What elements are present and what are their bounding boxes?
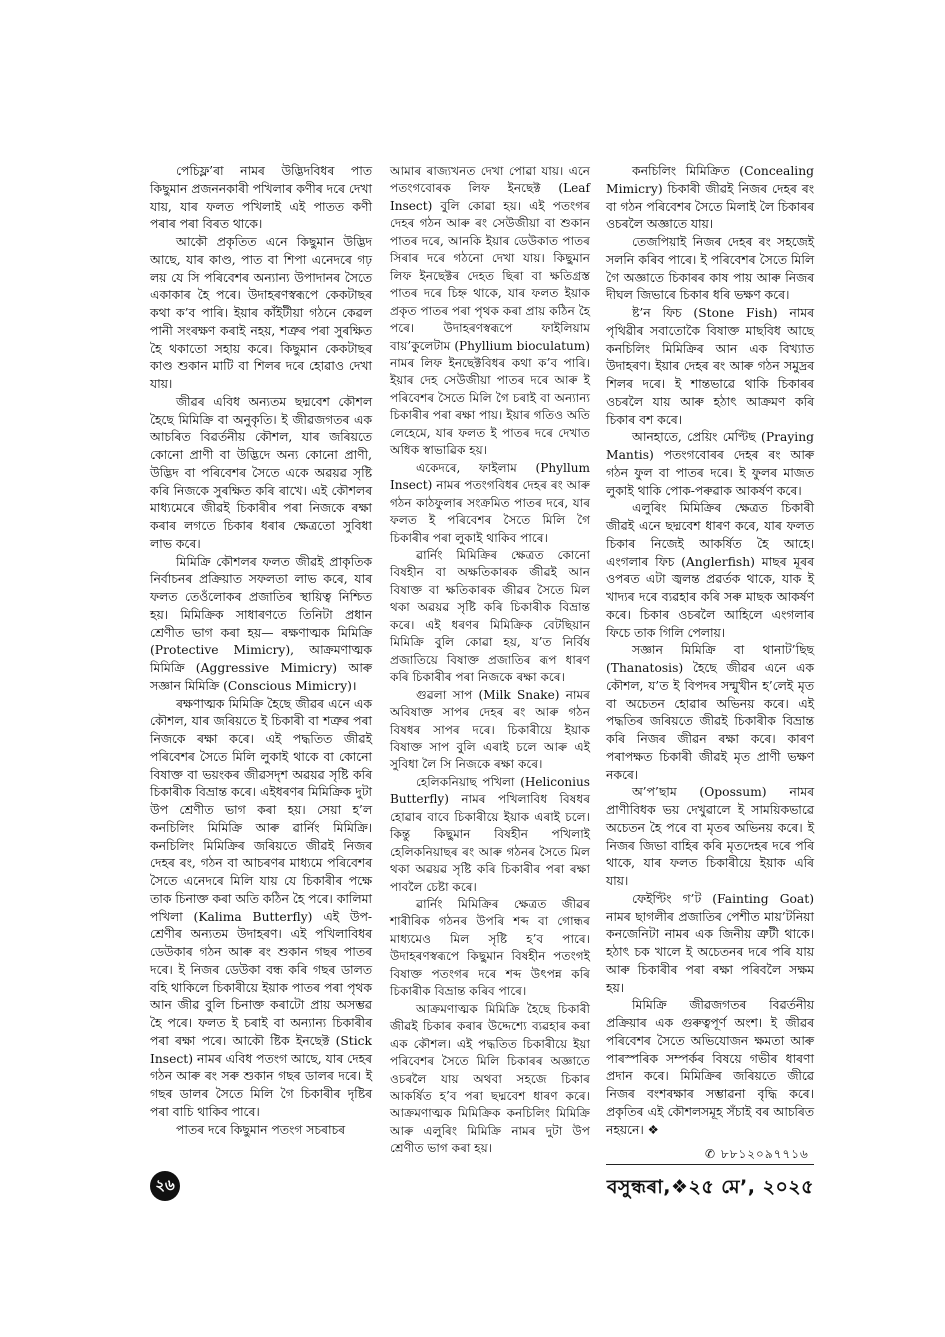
paragraph: কনচিলিং মিমিক্ৰিত (Concealing Mimicry) চিকাৰী জীৱই নিজৰ দেহৰ ৰং বা গঠন পৰিবেশৰ সৈতে মিলাই লৈ চিকাৰৰ ওচৰলৈ অজ্ঞাতে যায়। bbox=[606, 164, 814, 232]
paragraph: মিমিক্ৰি জীৱজগতৰ বিৱৰ্তনীয় প্ৰক্ৰিয়াৰ এক গুৰুত্বপূৰ্ণ অংশ। ই জীৱৰ পৰিবেশৰ সৈতে অভিযোজন ক্ষমতা আৰু পাৰস্পৰিক সম্পৰ্কৰ বিষয়ে গভীৰ ধাৰণা প্ৰদান কৰে। মিমিক্ৰিৰ জৰিয়তে জীৱে নিজৰ বংশৰক্ষাৰ সম্ভাৱনা বৃদ্ধি কৰে। প্ৰকৃতিৰ এই কৌশলসমূহ সঁচাই বৰ আচৰিত নহয়নে। ❖ bbox=[606, 998, 814, 1137]
paragraph: তেজপিয়াই নিজৰ দেহৰ ৰং সহজেই সলনি কৰিব পাৰে। ই পৰিবেশৰ সৈতে মিলি গৈ অজ্ঞাতে চিকাৰৰ কাষ পায় আৰু নিজৰ দীঘল জিভাৰে চিকাৰ ধৰি ভক্ষণ কৰে। bbox=[606, 235, 814, 303]
paragraph: ৱাৰ্নিং মিমিক্ৰিৰ ক্ষেত্ৰত জীৱৰ শাৰীৰিক গঠনৰ উপৰি শব্দ বা গোন্ধৰ মাধ্যমেও মিল সৃষ্টি হ’ব পাৰে। উদাহৰণস্বৰূপে কিছুমান বিষহীন পতংগই বিষাক্ত পতংগৰ দৰে শব্দ উৎপন্ন কৰি চিকাৰীক বিভ্ৰান্ত কৰিব পাৰে। bbox=[390, 897, 590, 999]
paragraph: ষ্ট’ন ফিচ (Stone Fish) নামৰ পৃথিৱীৰ সবাতোকৈ বিষাক্ত মাছবিধ আছে কনচিলিং মিমিক্ৰিৰ আন এক বিখ্যাত উদাহৰণ। ইয়াৰ দেহৰ ৰং আৰু গঠন সমুদ্ৰৰ শিলৰ দৰে। ই শান্তভাৱে থাকি চিকাৰৰ ওচৰলৈ যায় আৰু হঠাৎ আক্ৰমণ কৰি চিকাৰ বশ কৰে। bbox=[606, 306, 814, 427]
magazine-footer: বসুন্ধৰা,❖২৫ মে’, ২০২৫ bbox=[606, 1176, 814, 1198]
paragraph: একেদৰে, ফাইলাম (Phyllum Insect) নামৰ পতংগবিধৰ দেহৰ ৰং আৰু গঠন কাঠফুলাৰ সংক্ৰমিত পাতৰ দৰে, যাৰ ফলত ই পৰিবেশৰ সৈতে মিলি গৈ চিকাৰীৰ পৰা লুকাই থাকিব পাৰে। bbox=[390, 460, 590, 545]
paragraph: ফেইণ্টিং গ’ট (Fainting Goat) নামৰ ছাগলীৰ প্ৰজাতিৰ পেশীত মায়’টনিয়া কনজেনিটা নামৰ এক জিনীয় ত্ৰুটী থাকে। হঠাৎ চক খালে ই অচেতনৰ দৰে পৰি যায় আৰু চিকাৰীৰ পৰা ৰক্ষা পৰিবলৈ সক্ষম হয়। bbox=[606, 891, 814, 995]
page-number-badge bbox=[150, 1171, 180, 1201]
article-column-2 bbox=[390, 163, 590, 1158]
paragraph: অ’প’ছাম (Opossum) নামৰ প্ৰাণীবিধক ভয় দেখুৱালে ই সাময়িকভাৱে অচেতন হৈ পৰে বা মৃতৰ অভিনয় কৰে। ই নিজৰ জিভা বাহিৰ কৰি মৃতদেহৰ দৰে পৰি থাকে, যাৰ ফলত চিকাৰীয়ে ইয়াক এৰি যায়। bbox=[606, 785, 814, 888]
article-column-1 bbox=[150, 163, 372, 1139]
paragraph: মিমিক্ৰি কৌশলৰ ফলত জীৱই প্ৰাকৃতিক নিৰ্বাচনৰ প্ৰক্ৰিয়াত সফলতা লাভ কৰে, যাৰ ফলত তেওঁলোকৰ প্ৰজাতিৰ স্থায়িত্ব নিশ্চিত হয়। মিমিক্ৰিক সাধাৰণতে তিনিটা প্ৰধান শ্ৰেণীত ভাগ কৰা হয়— ৰক্ষণাত্মক মিমিক্ৰি (Protective Mimicry), আক্ৰমণাত্মক মিমিক্ৰি (Aggressive Mimicry) আৰু সজ্ঞান মিমিক্ৰি (Conscious Mimicry)। bbox=[150, 554, 372, 693]
paragraph: আকৌ প্ৰকৃতিত এনে কিছুমান উদ্ভিদ আছে, যাৰ কাণ্ড, পাত বা শিপা এনেদৰে গঢ় লয় যে সি পৰিবেশৰ অন্যান্য উপাদানৰ সৈতে একাকাৰ হৈ পৰে। উদাহৰণস্বৰূপে কেকটাছৰ কথা ক’ব পাৰি। ইয়াৰ কাঁইটীয়া গঠনে কেৱল পানী সংৰক্ষণ কৰাই নহয়, শত্ৰুৰ পৰা সুৰক্ষিত হৈ থকাতো সহায় কৰে। কিছুমান কেকটাছৰ কাণ্ড শুকান মাটি বা শিলৰ দৰে হোৱাও দেখা যায়। bbox=[150, 235, 372, 391]
paragraph: হেলিকনিয়াছ পখিলা (Heliconius Butterfly) নামৰ পখিলাবিধ বিষধৰ হোৱাৰ বাবে চিকাৰীয়ে ইয়াক এৰাই চলে। কিন্তু কিছুমান বিষহীন পখিলাই হেলিকনিয়াছৰ ৰং আৰু গঠনৰ সৈতে মিল থকা অৱয়ৱ সৃষ্টি কৰি চিকাৰীৰ পৰা ৰক্ষা পাবলৈ চেষ্টা কৰে। bbox=[390, 774, 590, 894]
paragraph: গুৱলা সাপ (Milk Snake) নামৰ অবিষাক্ত সাপৰ দেহৰ ৰং আৰু গঠন বিষধৰ সাপৰ দৰে। চিকাৰীয়ে ইয়াক বিষাক্ত সাপ বুলি এৰাই চলে আৰু এই সুবিধা লৈ সি নিজকে ৰক্ষা কৰে। bbox=[390, 687, 590, 772]
paragraph: ৱাৰ্নিং মিমিক্ৰিৰ ক্ষেত্ৰত কোনো বিষহীন বা অক্ষতিকাৰক জীৱই আন বিষাক্ত বা ক্ষতিকাৰক জীৱৰ সৈতে মিল থকা অৱয়ৱ সৃষ্টি কৰি চিকাৰীক বিভ্ৰান্ত কৰে। এই ধৰণৰ মিমিক্ৰিক বেটছিয়ান মিমিক্ৰি বুলি কোৱা হয়, য’ত নিৰ্বিষ প্ৰজাতিয়ে বিষাক্ত প্ৰজাতিৰ ৰূপ ধাৰণ কৰি চিকাৰীৰ পৰা নিজকে ৰক্ষা কৰে। bbox=[390, 547, 590, 685]
article-column-3 bbox=[606, 163, 814, 1139]
author-phone: ✆ ৮৮১২০৯৭৭১৬ bbox=[705, 1147, 809, 1161]
paragraph: জীৱৰ এবিধ অন্যতম ছদ্মবেশ কৌশল হৈছে মিমিক্ৰি বা অনুকৃতি। ই জীৱজগতৰ এক আচৰিত বিৱৰ্তনীয় কৌশল, যাৰ জৰিয়তে কোনো প্ৰাণী বা উদ্ভিদে অন্য কোনো প্ৰাণী, উদ্ভিদ বা পৰিবেশৰ সৈতে একে অৱয়ৱ সৃষ্টি কৰি নিজকে সুৰক্ষিত কৰি ৰাখে। এই কৌশলৰ মাধ্যমেৰে জীৱই চিকাৰীৰ পৰা নিজকে ৰক্ষা কৰাৰ লগতে চিকাৰ ধৰাৰ ক্ষেত্ৰতো সুবিধা লাভ কৰে। bbox=[150, 394, 372, 551]
paragraph: সজ্ঞান মিমিক্ৰি বা থানাট’ছিছ (Thanatosis) হৈছে জীৱৰ এনে এক কৌশল, য’ত ই বিপদৰ সন্মুখীন হ’লেই মৃত বা অচেতন হোৱাৰ অভিনয় কৰে। এই পদ্ধতিৰ জৰিয়তে জীৱই চিকাৰীক বিভ্ৰান্ত কৰি নিজৰ জীৱন ৰক্ষা কৰে। কাৰণ পৰাপক্ষত চিকাৰী জীৱই মৃত প্ৰাণী ভক্ষণ নকৰে। bbox=[606, 643, 814, 782]
paragraph: এলুৰিং মিমিক্ৰিৰ ক্ষেত্ৰত চিকাৰী জীৱই এনে ছদ্মবেশ ধাৰণ কৰে, যাৰ ফলত চিকাৰ নিজেই আকৰ্ষিত হৈ আহে। এংগলাৰ ফিচ (Anglerfish) মাছৰ মূৰৰ ওপৰত এটা জ্বলন্ত প্ৰৱৰ্তক থাকে, যাক ই খাদ্যৰ দৰে ব্যৱহাৰ কৰি সৰু মাছক আকৰ্ষণ কৰে। চিকাৰ ওচৰলৈ আহিলে এংগলাৰ ফিচে তাক গিলি পেলায়। bbox=[606, 501, 814, 640]
paragraph: পাতৰ দৰে কিছুমান পতংগ সচৰাচৰ bbox=[176, 1122, 346, 1137]
paragraph: আক্ৰমণাত্মক মিমিক্ৰি হৈছে চিকাৰী জীৱই চিকাৰ কৰাৰ উদ্দেশ্যে ব্যৱহাৰ কৰা এক কৌশল। এই পদ্ধতিত চিকাৰীয়ে ইয়া পৰিবেশৰ সৈতে মিলি চিকাৰৰ অজ্ঞাতে ওচৰলৈ যায় অথবা সহজে চিকাৰ আকৰ্ষিত হ’ব পৰা ছদ্মবেশ ধাৰণ কৰে। আক্ৰমণাত্মক মিমিক্ৰিক কনচিলিং মিমিক্ৰি আৰু এলুৰিং মিমিক্ৰি নামৰ দুটা উপ শ্ৰেণীত ভাগ কৰা হয়। bbox=[390, 1001, 590, 1156]
paragraph: পেচিফ্ল’ৰা নামৰ উদ্ভিদবিধৰ পাত কিছুমান প্ৰজননকাৰী পখিলাৰ কণীৰ দৰে দেখা যায়, যাৰ ফলত পখিলাই এই পাতত কণী পৰাৰ পৰা বিৰত থাকে। bbox=[150, 164, 372, 232]
paragraph: আনহাতে, প্ৰেয়িং মেণ্টিছ (Praying Mantis) পতংগবোৰৰ দেহৰ ৰং আৰু গঠন ফুল বা পাতৰ দৰে। ই ফুলৰ মাজত লুকাই থাকি পোক-পৰুৱাক আকৰ্ষণ কৰে। bbox=[606, 430, 814, 498]
page-number: ২৬ bbox=[155, 1175, 175, 1194]
divider bbox=[606, 1164, 814, 1165]
paragraph: ৰক্ষণাত্মক মিমিক্ৰি হৈছে জীৱৰ এনে এক কৌশল, যাৰ জৰিয়তে ই চিকাৰী বা শত্ৰুৰ পৰা নিজকে ৰক্ষা কৰে। এই পদ্ধতিত জীৱই পৰিবেশৰ সৈতে মিলি লুকাই থাকে বা কোনো বিষাক্ত বা ভয়ংকৰ জীৱসদৃশ অৱয়ৱ সৃষ্টি কৰি চিকাৰীক বিভ্ৰান্ত কৰে। এইধৰণৰ মিমিক্ৰিক দুটা উপ শ্ৰেণীত ভাগ কৰা হয়। সেয়া হ’ল কনচিলিং মিমিক্ৰি আৰু ৱাৰ্নিং মিমিক্ৰি। কনচিলিং মিমিক্ৰিৰ জৰিয়তে জীৱই নিজৰ দেহৰ ৰং, গঠন বা আচৰণৰ মাধ্যমে পৰিবেশৰ সৈতে এনেদৰে মিলি যায় যে চিকাৰীৰ পক্ষে তাক চিনাক্ত কৰা অতি কঠিন হৈ পৰে। কালিমা পখিলা (Kalima Butterfly) এই উপ-শ্ৰেণীৰ অন্যতম উদাহৰণ। এই পখিলাবিধৰ ডেউকাৰ গঠন আৰু ৰং শুকান গছৰ পাতৰ দৰে। ই নিজৰ ডেউকা বন্ধ কৰি গছৰ ডালত বহি থাকিলে চিকাৰীয়ে ইয়াক পাতৰ পৰা পৃথক আন জীৱ বুলি চিনাক্ত কৰাটো প্ৰায় অসম্ভৱ হৈ পৰে। ফলত ই চৰাই বা অন্যান্য চিকাৰীৰ পৰা ৰক্ষা পৰে। আকৌ ষ্টিক ইনছেক্ট (Stick Insect) নামৰ এবিধ পতংগ আছে, যাৰ দেহৰ গঠন আৰু ৰং সৰু শুকান গছৰ ডালৰ দৰে। ই গছৰ ডালৰ সৈতে মিলি গৈ চিকাৰীৰ দৃষ্টিৰ পৰা বাচি থাকিব পাৰে। bbox=[150, 696, 372, 1119]
paragraph: আমাৰ ৰাজ্যখনত দেখা পোৱা যায়। এনে পতংগবোৰক লিফ ইনছেক্ট (Leaf Insect) বুলি কোৱা হয়। এই পতংগৰ দেহৰ গঠন আৰু ৰং সেউজীয়া বা শুকান পাতৰ দৰে, আনকি ইয়াৰ ডেউকাত পাতৰ সিৰাৰ দৰে গঠনো দেখা যায়। কিছুমান লিফ ইনছেক্টৰ দেহত ছিৰা বা ক্ষতিগ্ৰস্ত পাতৰ দৰে চিহ্ন থাকে, যাৰ ফলত ইয়াক প্ৰকৃত পাতৰ পৰা পৃথক কৰা প্ৰায় কঠিন হৈ পৰে। উদাহৰণস্বৰূপে ফাইলিয়াম বায়’কুলেটাম (Phyllium bioculatum) নামৰ লিফ ইনছেক্টবিধৰ কথা ক’ব পাৰি। ইয়াৰ দেহ সেউজীয়া পাতৰ দৰে আৰু ই পৰিবেশৰ সৈতে মিলি গৈ চৰাই বা অন্যান্য চিকাৰীৰ পৰা ৰক্ষা পায়। ইয়াৰ গতিও অতি লেহেমে, যাৰ ফলত ই পাতৰ দৰে দেখাত অধিক স্বাভাৱিক হয়। bbox=[390, 164, 591, 458]
